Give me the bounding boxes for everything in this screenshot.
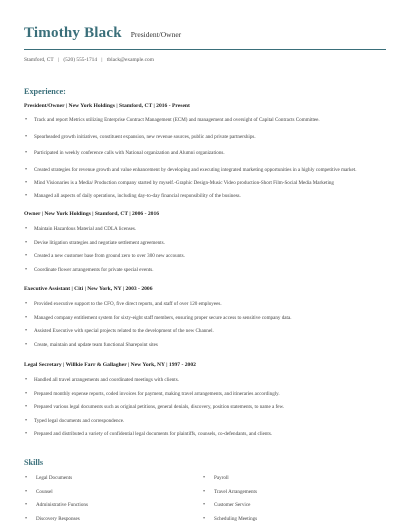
job-bullets [24,301,384,349]
list-item: • Typed legal documents and correspondence. [24,418,384,425]
contact-email: tblack@example.com [106,57,154,63]
list-item: • Customer Service [202,502,257,509]
list-item: • Devise litigation strategies and negotiate settlement agreements. [24,240,384,247]
list-item: • Payroll [202,475,257,482]
resume-header [24,24,386,42]
list-item: • Participated in weekly conference calls with National organization and Alumni organizations. [24,150,384,157]
list-item: • Created strategies for revenue growth and value enhancement by developing and executing integrated marketing opportunities in a highly competitive market. [24,167,384,174]
contact-location: Stamford, CT [24,57,54,63]
header-divider [24,49,386,50]
job-bullets [24,377,384,438]
list-item: • Mind Visionaries is a Media/ Production company started by myself.-Graphic Design-Music Video production-Short Film-Social Media Marketing [24,180,384,187]
list-item: • Administrative Functions [24,502,88,509]
list-item: • Legal Documents [24,475,88,482]
list-item: • Spearheaded growth initiatives, constituent expansion, new revenue sources, public and private partnerships. [24,134,384,141]
list-item: • Prepared and distributed a variety of confidential legal documents for plaintiffs, counsels, co-defendants, and clients. [24,431,384,438]
list-item: • Managed all aspects of daily operations, including day-to-day financial responsibility of the business. [24,193,384,200]
list-item: • Discovery Responses [24,516,88,523]
contact-phone: (520) 555-1714 [63,57,98,63]
job-heading: Executive Assistant | Citi | New York, NY | 2003 - 2006 [24,286,153,292]
candidate-role: President/Owner [130,30,182,39]
list-item: • Prepared monthly expense reports, coded invoices for payment, making travel arrangements, and itineraries accordingly. [24,391,384,398]
list-item: • Handled all travel arrangements and coordinated meetings with clients. [24,377,384,384]
list-item: • Counsel [24,489,88,496]
list-item: • Maintain Hazardous Material and CDLA licenses. [24,226,384,233]
skills-list-left [24,475,88,529]
job-heading: President/Owner | New York Holdings | Stamford, CT | 2016 - Present [24,103,190,109]
contact-line [24,57,154,63]
list-item: • Scheduling Meetings [202,516,257,523]
list-item: • Travel Arrangements [202,489,257,496]
job-heading: Legal Secretary | Willkie Farr & Gallagher | New York, NY | 1997 - 2002 [24,362,196,368]
job-bullets [24,117,384,200]
list-item: • Prepared various legal documents such as original petitions, general denials, discovery, position statements, to name a few. [24,404,384,411]
candidate-name: Timothy Black [24,25,122,41]
list-item: • Provided executive support to the CFO, five direct reports, and staff of over 120 employees. [24,301,384,308]
skills-heading: Skills [24,458,44,467]
list-item: • Track and report Metrics utilizing Enterprise Contract Management (ECM) and management and oversight of Capital Contracts Committee. [24,117,384,124]
list-item: • Managed company entitlement system for sixty-eight staff members, ensuring proper secure access to sensitive company data. [24,315,384,322]
list-item: • Coordinate flower arrangements for private special events. [24,267,384,274]
list-item: • Created a new customer base from ground zero to over 300 new accounts. [24,253,384,260]
contact-separator: | [57,57,60,63]
job-heading: Owner | New York Holdings | Stamford, CT | 2006 - 2016 [24,211,160,217]
skills-list-right [202,475,257,529]
contact-separator: | [101,57,103,63]
job-bullets [24,226,384,274]
list-item: • Create, maintain and update team functional Sharepoint sites [24,342,384,349]
experience-heading: Experience: [24,87,66,96]
list-item: • Assisted Executive with special projects related to the development of the new Channel. [24,328,384,335]
